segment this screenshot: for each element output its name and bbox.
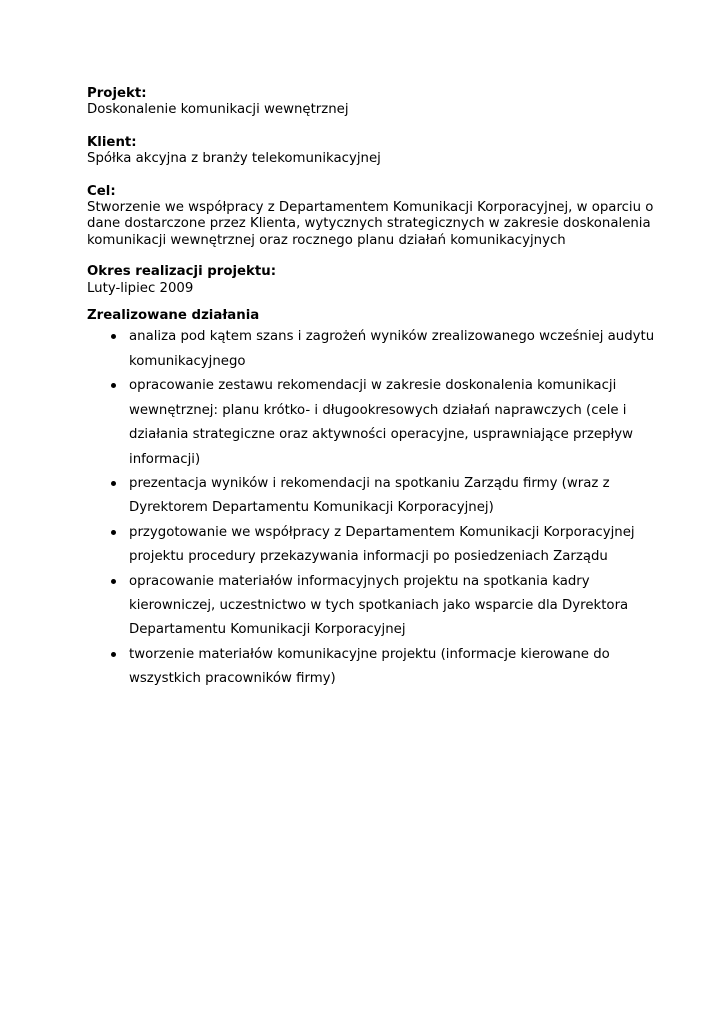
period-value: Luty-lipiec 2009	[87, 280, 194, 296]
goal-section	[87, 184, 677, 250]
list-item	[87, 374, 677, 472]
actions-label: Zrealizowane działania	[87, 308, 260, 324]
list-item-text: przygotowanie we współpracy z Departamentem Komunikacji Korporacyjnej projektu procedury przekazywania informacji po posiedzeniach Zarządu	[129, 524, 635, 565]
period-section	[87, 264, 677, 297]
bullet-icon	[111, 334, 116, 339]
bullet-icon	[111, 579, 116, 584]
list-item-text: analiza pod kątem szans i zagrożeń wyników zrealizowanego wcześniej audytu komunikacyjnego	[129, 329, 655, 369]
client-value: Spółka akcyjna z branży telekomunikacyjnej	[87, 151, 381, 167]
period-label: Okres realizacji projektu:	[87, 264, 277, 280]
bullet-icon	[111, 383, 116, 388]
project-value: Doskonalenie komunikacji wewnętrznej	[87, 102, 349, 118]
list-item	[87, 325, 677, 374]
bullet-icon	[111, 652, 116, 657]
project-label: Projekt:	[87, 86, 147, 101]
list-item-text: opracowanie zestawu rekomendacji w zakresie doskonalenia komunikacji wewnętrznej: planu krótko- i długookresowych działań naprawczych (cele i działania strategiczne oraz aktywności operacyjne, usprawniające przepływ informacji)	[129, 378, 634, 467]
list-item	[87, 521, 677, 570]
project-section	[87, 86, 677, 119]
actions-section	[87, 308, 677, 692]
list-item-text: opracowanie materiałów informacyjnych projektu na spotkania kadry kierowniczej, uczestnictwo w tych spotkaniach jako wsparcie dla Dyrektora Departamentu Komunikacji Korporacyjnej	[129, 573, 629, 638]
client-label: Klient:	[87, 134, 137, 150]
goal-value: Stworzenie we współpracy z Departamentem Komunikacji Korporacyjnej, w oparciu o dane dostarczone przez Klienta, wytycznych strategicznych w zakresie doskonalenia komunikacji wewnętrznej oraz rocznego planu działań komunikacyjnych	[87, 200, 654, 248]
list-item-text: prezentacja wyników i rekomendacji na spotkaniu Zarządu firmy (wraz z Dyrektorem Departamentu Komunikacji Korporacyjnej)	[129, 475, 610, 516]
goal-label: Cel:	[87, 183, 116, 199]
list-item	[87, 472, 677, 521]
client-section	[87, 135, 677, 168]
list-item	[87, 570, 677, 643]
list-item	[87, 643, 677, 692]
list-item-text: tworzenie materiałów komunikacyjne projektu (informacje kierowane do wszystkich pracowników firmy)	[129, 646, 610, 687]
bullet-icon	[111, 481, 116, 486]
document-page	[87, 86, 677, 692]
bullet-icon	[111, 530, 116, 535]
actions-list	[87, 325, 677, 691]
